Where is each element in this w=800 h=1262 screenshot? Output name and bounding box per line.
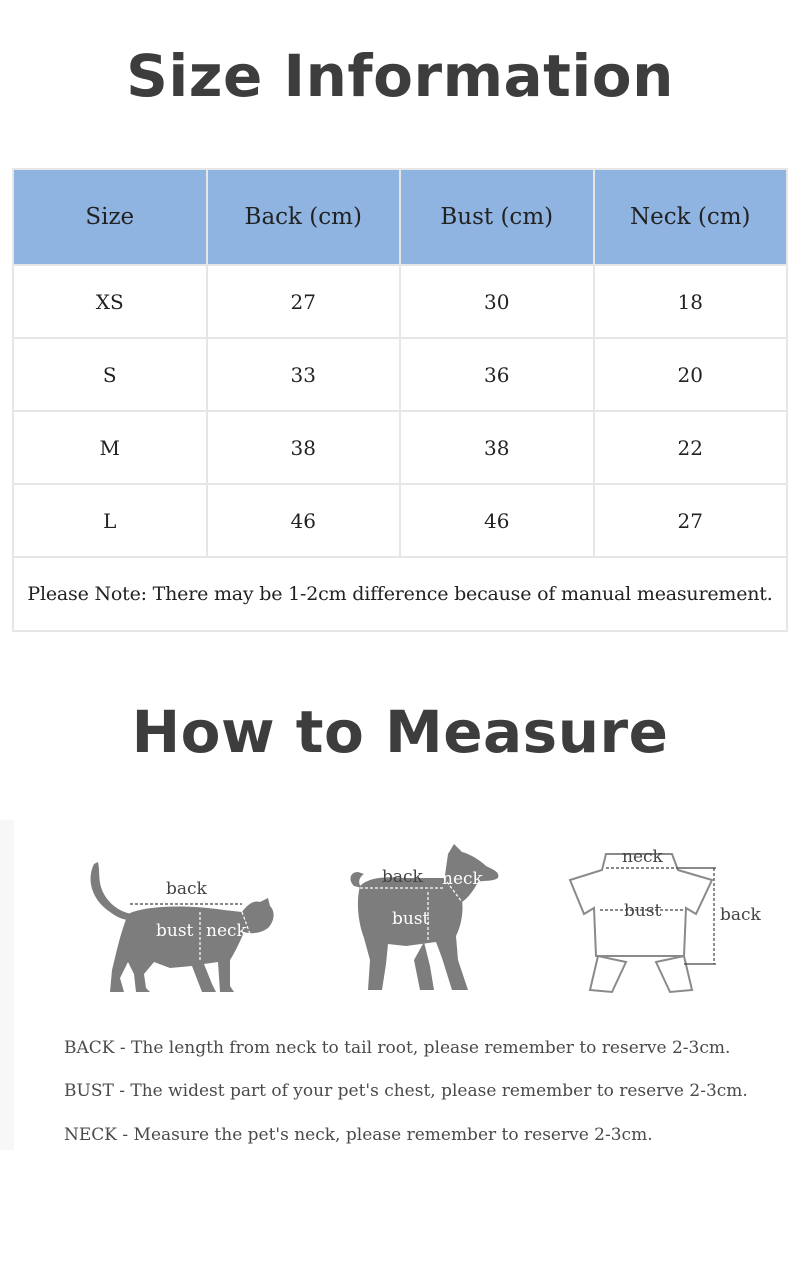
- cell-bust: 36: [401, 339, 593, 410]
- back-description: BACK - The length from neck to tail root, please remember to reserve 2-3cm.: [64, 1038, 731, 1058]
- neck-description: NECK - Measure the pet's neck, please remember to reserve 2-3cm.: [64, 1125, 653, 1145]
- bust-description: BUST - The widest part of your pet's chest, please remember to reserve 2-3cm.: [64, 1081, 748, 1101]
- cell-neck: 27: [595, 485, 787, 556]
- cell-neck: 22: [595, 412, 787, 483]
- garment-leg-right-icon: [656, 956, 692, 992]
- header-size: Size: [14, 170, 206, 264]
- table-row: [14, 266, 786, 337]
- header-neck: Neck (cm): [595, 170, 787, 264]
- cat-back-label: back: [166, 879, 207, 899]
- header-back: Back (cm): [208, 170, 400, 264]
- garment-neck-label: neck: [622, 847, 663, 867]
- cat-bust-label: bust: [156, 921, 194, 941]
- table-row: [14, 339, 786, 410]
- cat-tail-icon: [91, 862, 132, 920]
- dog-neck-label: neck: [442, 869, 483, 889]
- cell-size: L: [14, 485, 206, 556]
- garment-back-label: back: [720, 905, 761, 925]
- garment-leg-left-icon: [590, 956, 626, 992]
- cell-back: 38: [208, 412, 400, 483]
- cell-bust: 46: [401, 485, 593, 556]
- cell-size: XS: [14, 266, 206, 337]
- cell-back: 27: [208, 266, 400, 337]
- garment-bust-label: bust: [624, 901, 662, 921]
- cat-illustration: [84, 850, 284, 1000]
- cell-neck: 18: [595, 266, 787, 337]
- measurement-note: Please Note: There may be 1-2cm difference because of manual measurement.: [14, 558, 786, 630]
- dog-bust-label: bust: [392, 909, 430, 929]
- cell-size: M: [14, 412, 206, 483]
- cell-back: 46: [208, 485, 400, 556]
- cell-bust: 30: [401, 266, 593, 337]
- dog-back-label: back: [382, 867, 423, 887]
- how-to-measure-title: How to Measure: [131, 698, 669, 766]
- illustration-edge: [0, 820, 14, 1150]
- table-row: [14, 485, 786, 556]
- header-bust: Bust (cm): [401, 170, 593, 264]
- cat-body-icon: [110, 898, 274, 992]
- cell-bust: 38: [401, 412, 593, 483]
- garment-illustration: [566, 844, 766, 1000]
- table-row: [14, 412, 786, 483]
- table-header-row: [14, 170, 786, 264]
- dog-leg-icon: [414, 942, 434, 990]
- note-row: [14, 558, 786, 630]
- dog-body-icon: [358, 877, 468, 990]
- cat-neck-label: neck: [206, 921, 247, 941]
- size-table: [12, 168, 788, 632]
- cell-size: S: [14, 339, 206, 410]
- size-information-title: Size Information: [126, 42, 674, 110]
- cell-neck: 20: [595, 339, 787, 410]
- dog-illustration: [344, 842, 504, 1002]
- cell-back: 33: [208, 339, 400, 410]
